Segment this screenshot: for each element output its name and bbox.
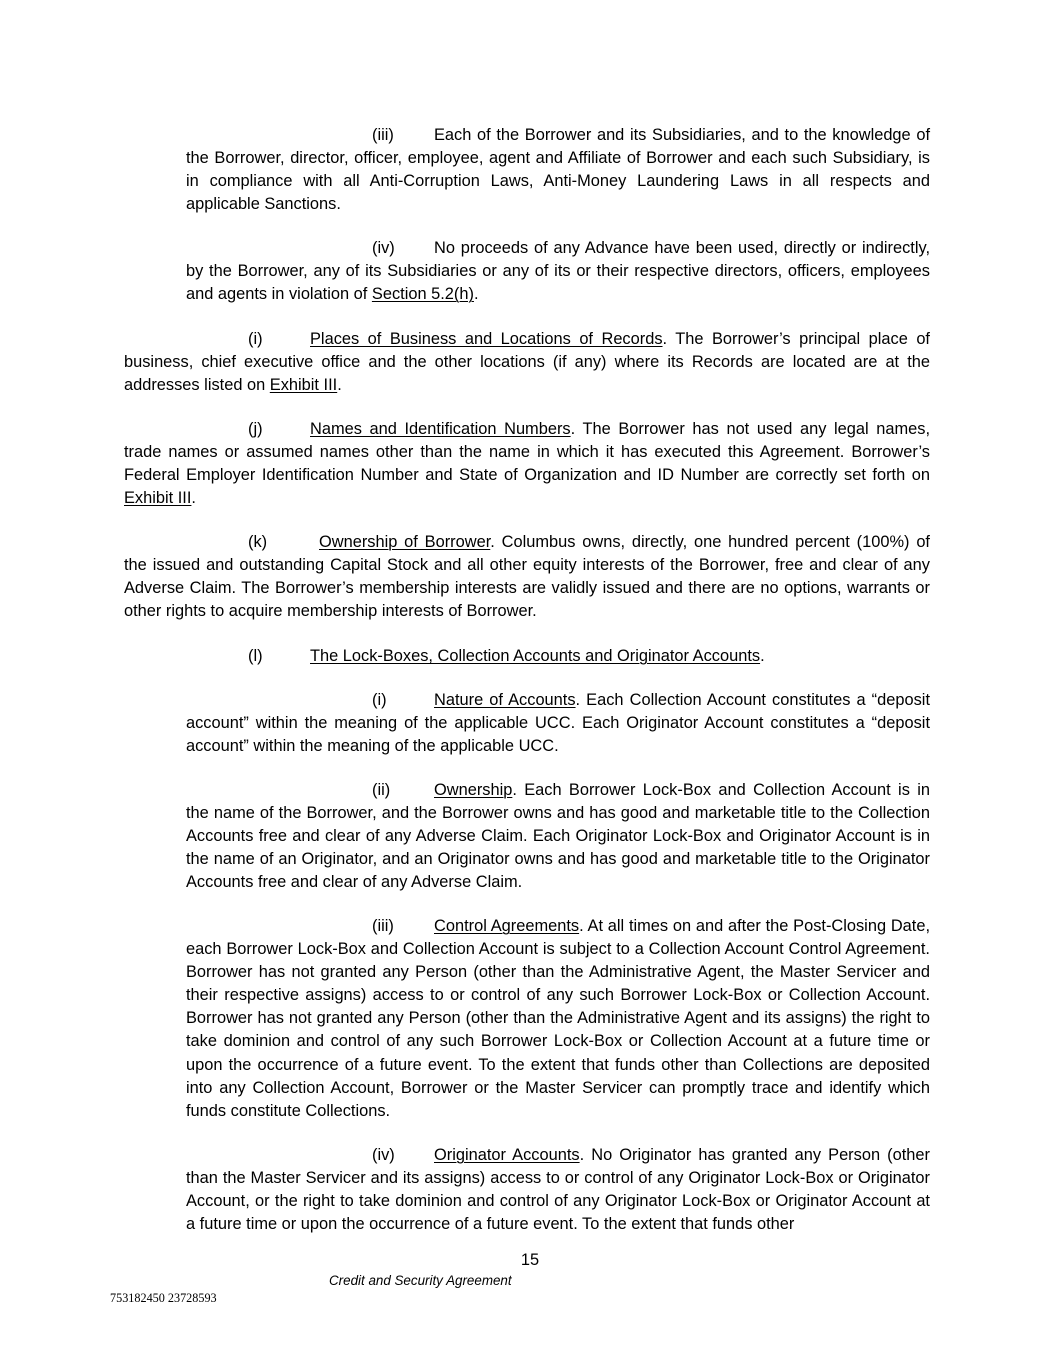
- paragraph-k-ownership: [124, 531, 930, 623]
- paragraph-j-names: [124, 418, 930, 510]
- paragraph-l-heading: [248, 645, 930, 668]
- paragraph-tail: .: [473, 285, 479, 304]
- paragraph-text: . No Originator has granted any Person (other than the Master Servicer and its assigns) access to or control of any Originator Lock-Box or Originator Account, or the right to take dominion and control of any Originator Lock-Box or Originator Account at a future time or upon the occurrence of a future event. To the extent that funds other: [186, 1146, 930, 1234]
- exhibit-reference-link[interactable]: Exhibit III: [269, 376, 338, 395]
- paragraph-text: . The Borrower’s principal place of business, chief executive office and the other locations (if any) where its Records are located are at the addresses listed on: [124, 330, 930, 395]
- paragraph-text: Each of the Borrower and its Subsidiaries, and to the knowledge of the Borrower, director, officer, employee, agent and Affiliate of Borrower and each such Subsidiary, is in compliance with all Anti-Corruption Laws, Anti-Money Laundering Laws in all respects and applicable Sanctions.: [186, 126, 930, 214]
- clause-number: (l): [248, 647, 263, 665]
- paragraph-iv-proceeds: [186, 237, 930, 306]
- paragraph-text: No proceeds of any Advance have been used, directly or indirectly, by the Borrower, any of its Subsidiaries or any of its or their respective directors, officers, employees and agents in violation of: [186, 239, 930, 304]
- document-id: 753182450 23728593: [110, 1291, 217, 1305]
- clause-number: (iv): [372, 1146, 395, 1164]
- paragraph-text: . Each Borrower Lock-Box and Collection Account is in the name of the Borrower, and the Borrower owns and has good and marketable title to the Collection Accounts free and clear of any Adverse Claim. Each Originator Lock-Box and Originator Account is in the name of an Originator, and an Originator owns and has good and marketable title to the Originator Accounts free and clear of any Adverse Claim.: [186, 781, 930, 892]
- clause-number: (i): [248, 330, 263, 348]
- section-reference-link[interactable]: Section 5.2(h): [371, 285, 474, 304]
- paragraph-tail: .: [337, 376, 342, 395]
- clause-number: (k): [248, 533, 268, 551]
- clause-number: (iii): [372, 126, 394, 144]
- paragraph-text: . The Borrower has not used any legal names, trade names or assumed names other than the name in which it has executed this Agreement. Borrower’s Federal Employer Identification Number and State of Organization and ID Number are correctly set forth on: [124, 420, 931, 485]
- clause-heading: Ownership: [434, 781, 513, 799]
- paragraph-l-i-nature: [186, 689, 930, 758]
- clause-heading: Places of Business and Locations of Records: [310, 330, 663, 348]
- clause-number: (j): [248, 420, 263, 438]
- paragraph-text: . Each Collection Account constitutes a “deposit account” within the meaning of the applicable UCC. Each Originator Account constitutes a “deposit account” within the meaning of the applicable UCC.: [186, 691, 930, 756]
- clause-heading: Nature of Accounts: [434, 691, 576, 709]
- clause-heading: Ownership of Borrower: [319, 533, 491, 551]
- clause-number: (ii): [372, 781, 391, 799]
- clause-number: (i): [372, 691, 387, 709]
- paragraph-tail: .: [760, 647, 765, 665]
- paragraph-l-ii-ownership: [186, 779, 930, 894]
- paragraph-text: . Columbus owns, directly, one hundred percent (100%) of the issued and outstanding Capital Stock and all other equity interests of the Borrower, free and clear of any Adverse Claim. The Borrower’s membership interests are validly issued and there are no options, warrants or other rights to acquire membership interests of Borrower.: [124, 533, 930, 621]
- page-number: 15: [520, 1251, 540, 1269]
- paragraph-i-places-of-business: [124, 328, 930, 397]
- footer-title: Credit and Security Agreement: [329, 1273, 512, 1288]
- clause-number: (iv): [372, 239, 395, 257]
- clause-heading: Control Agreements: [434, 917, 580, 935]
- paragraph-tail: .: [191, 489, 196, 508]
- paragraph-text: . At all times on and after the Post-Closing Date, each Borrower Lock-Box and Collection Account is subject to a Collection Account Control Agreement. Borrower has not granted any Person (other than the Administrative Agent, the Master Servicer and their respective assigns) access to or control of any such Borrower Lock-Box or Collection Account. Borrower has not granted any Person (other than the Administrative Agent and its assigns) the right to take dominion and control of any such Borrower Lock-Box or Collection Account at a future time or upon the occurrence of a future event. To the extent that funds other than Collections are deposited into any Collection Account, Borrower or the Master Servicer can promptly trace and identify which funds constitute Collections.: [186, 917, 931, 1120]
- clause-heading: Names and Identification Numbers: [310, 420, 571, 438]
- clause-heading: Originator Accounts: [434, 1146, 580, 1164]
- exhibit-reference-link[interactable]: Exhibit III: [124, 489, 192, 508]
- clause-heading: The Lock-Boxes, Collection Accounts and Originator Accounts: [310, 647, 761, 665]
- clause-number: (iii): [372, 917, 394, 935]
- paragraph-l-iii-control: [186, 915, 930, 1123]
- paragraph-l-iv-originator: [186, 1144, 930, 1236]
- paragraph-iii-compliance: [186, 124, 930, 216]
